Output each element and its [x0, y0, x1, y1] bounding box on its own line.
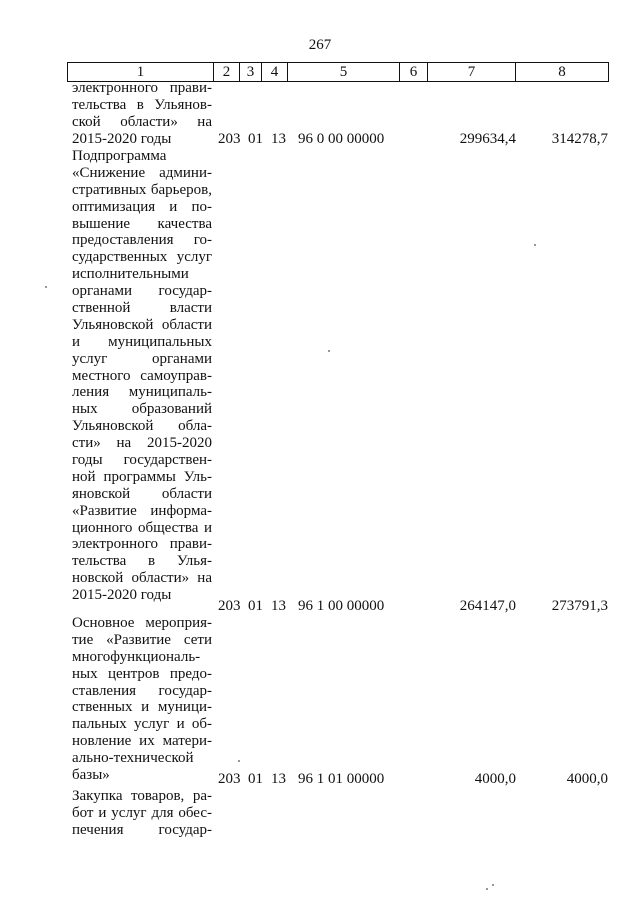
description-line: 2015-2020 годы	[72, 587, 172, 604]
scan-speck	[45, 286, 47, 288]
column-header-1: 1	[68, 63, 214, 82]
description-line: Ульяновской области	[72, 316, 212, 333]
cell-amount-year-2: 314278,7	[551, 131, 608, 147]
description-line: услуг органами	[72, 350, 212, 367]
description-line: новской области» на	[72, 570, 212, 587]
cell-target-article: 96 1 01 00000	[298, 771, 385, 787]
scan-speck	[486, 888, 488, 890]
page-number: 267	[308, 37, 332, 53]
cell-ministry-code: 203	[218, 771, 241, 787]
scan-speck	[328, 350, 330, 352]
cell-section-code: 01	[248, 771, 263, 787]
cell-section-code: 01	[248, 598, 263, 614]
description-line: тие «Развитие сети	[72, 631, 212, 648]
item-description	[72, 788, 212, 839]
description-line: органами государ-	[72, 283, 212, 300]
description-line: 2015-2020 годы	[72, 130, 172, 147]
cell-amount-year-1: 4000,0	[474, 771, 516, 787]
description-line: печения государ-	[72, 821, 212, 838]
description-line: и муниципальных	[72, 333, 212, 350]
cell-amount-year-1: 299634,4	[459, 131, 516, 147]
cell-subsection-code: 13	[271, 131, 286, 147]
description-line: ления муниципаль-	[72, 384, 212, 401]
description-line: ственной власти	[72, 300, 212, 317]
cell-ministry-code: 203	[218, 131, 241, 147]
description-line: электронного прави-	[72, 80, 212, 96]
column-header-5: 5	[288, 63, 400, 82]
description-line: Ульяновской обла-	[72, 418, 212, 435]
column-header-3: 3	[240, 63, 262, 82]
description-line: ционного общества и	[72, 519, 212, 536]
cell-ministry-code: 203	[218, 598, 241, 614]
description-line: «Снижение админи-	[72, 164, 212, 181]
column-header-row	[68, 63, 609, 82]
description-line: оптимизация и по-	[72, 198, 212, 215]
description-line: новление их матери-	[72, 733, 212, 750]
cell-subsection-code: 13	[271, 771, 286, 787]
item-description	[72, 615, 212, 784]
description-line: ставления государ-	[72, 682, 212, 699]
cell-amount-year-1: 264147,0	[459, 598, 516, 614]
description-line: местного самоуправ-	[72, 367, 212, 384]
column-header-7: 7	[428, 63, 516, 82]
column-header-6: 6	[400, 63, 428, 82]
scan-speck	[492, 884, 494, 886]
scan-speck	[238, 760, 240, 762]
description-line: сти» на 2015-2020	[72, 435, 212, 452]
item-description	[72, 148, 212, 604]
description-line: яновской области	[72, 485, 212, 502]
description-line: тельства в Ульянов-	[72, 96, 212, 113]
cell-subsection-code: 13	[271, 598, 286, 614]
description-line: сударственных услуг	[72, 249, 212, 266]
description-line: Подпрограмма	[72, 148, 167, 164]
description-line: многофункциональ-	[72, 648, 201, 665]
description-line: предоставления го-	[72, 232, 212, 249]
description-line: исполнительными	[72, 266, 189, 283]
description-line: ных образований	[72, 401, 212, 418]
description-line: Закупка товаров, ра-	[72, 788, 212, 804]
description-line: электронного прави-	[72, 536, 212, 553]
description-line: стративных барьеров,	[72, 181, 212, 198]
cell-amount-year-2: 273791,3	[551, 598, 608, 614]
description-line: ской области» на	[72, 113, 212, 130]
description-line: ной программы Уль-	[72, 468, 212, 485]
cell-amount-year-2: 4000,0	[566, 771, 608, 787]
item-description	[72, 80, 212, 148]
description-line: ных центров предо-	[72, 665, 212, 682]
column-header-4: 4	[262, 63, 288, 82]
description-line: базы»	[72, 767, 110, 784]
column-header-2: 2	[214, 63, 240, 82]
column-header-8: 8	[516, 63, 609, 82]
description-line: пальных услуг и об-	[72, 716, 212, 733]
cell-target-article: 96 1 00 00000	[298, 598, 385, 614]
column-header-table	[67, 62, 609, 82]
description-line: тельства в Улья-	[72, 553, 212, 570]
cell-section-code: 01	[248, 131, 263, 147]
description-line: ственных и муници-	[72, 699, 212, 716]
description-line: Основное мероприя-	[72, 615, 212, 631]
scan-speck	[534, 244, 536, 246]
description-line: «Развитие информа-	[72, 502, 212, 519]
cell-target-article: 96 0 00 00000	[298, 131, 385, 147]
description-line: бот и услуг для обес-	[72, 804, 212, 821]
description-line: годы государствен-	[72, 452, 212, 469]
description-line: вышение качества	[72, 215, 212, 232]
description-line: ально-технической	[72, 750, 194, 767]
